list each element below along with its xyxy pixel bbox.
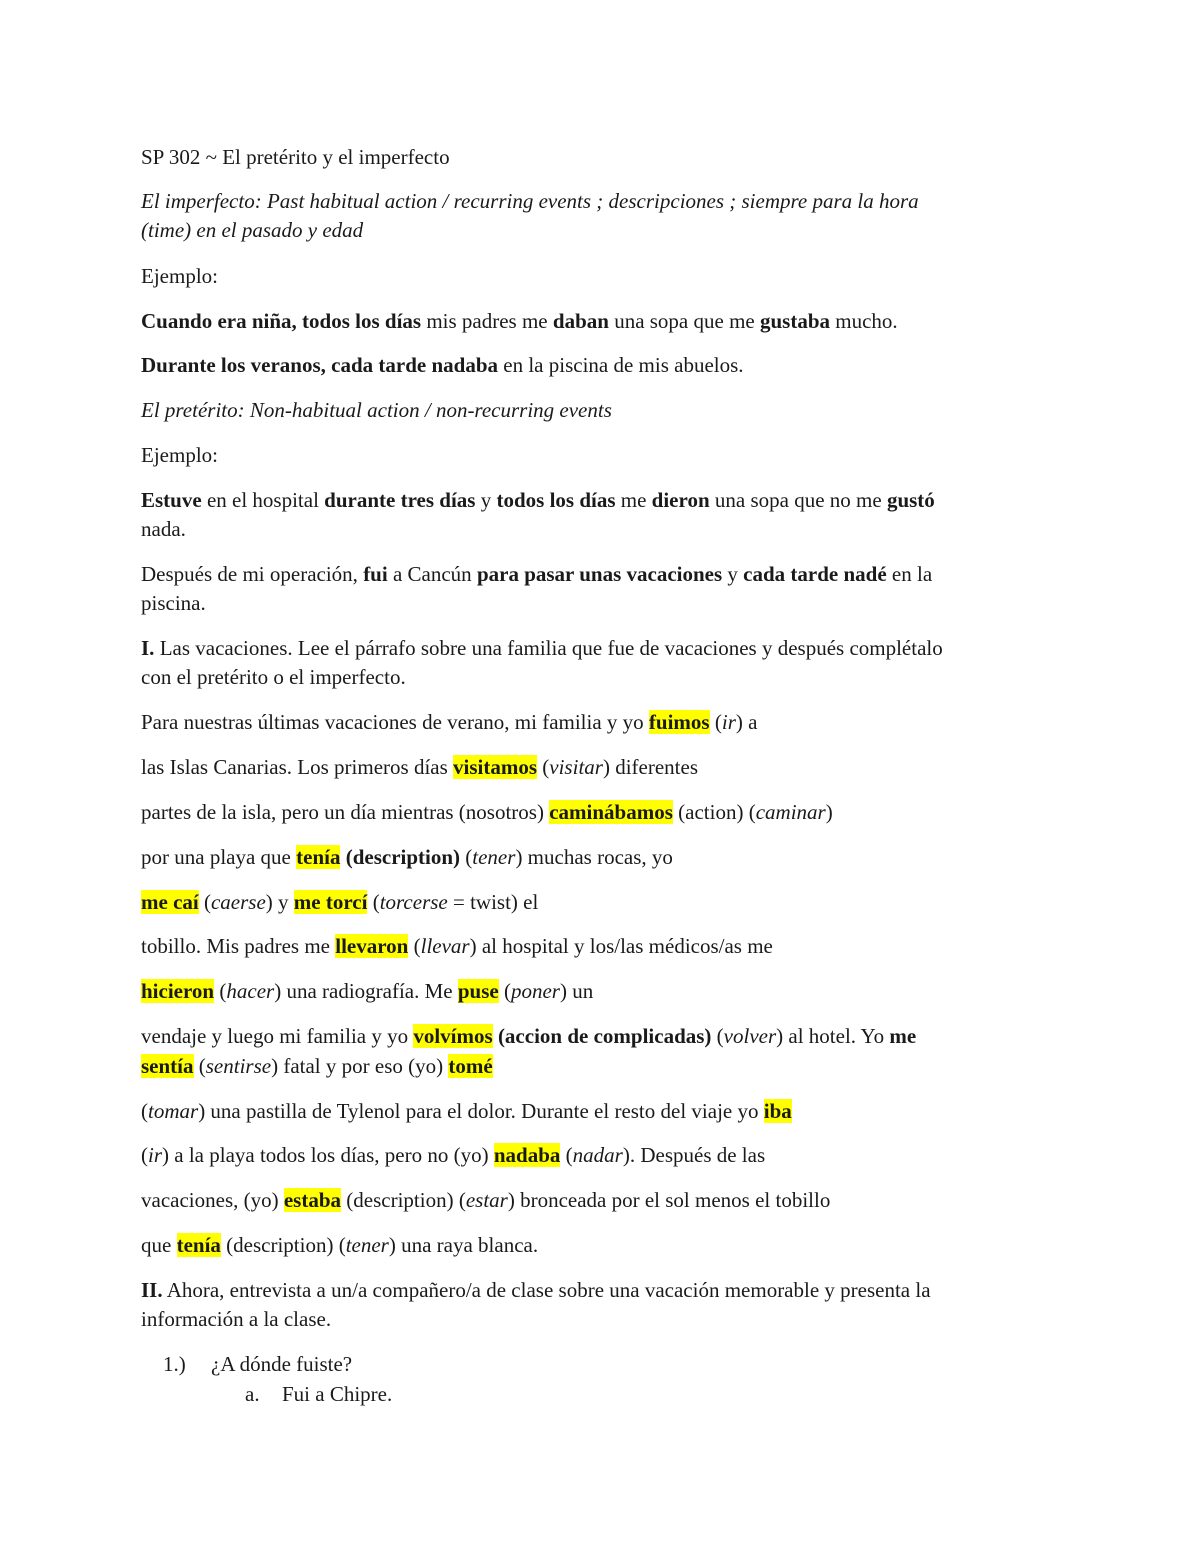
plain-text: ( xyxy=(460,845,473,869)
plain-text: una sopa que no me xyxy=(709,488,887,512)
paragraph-line-4 xyxy=(141,842,673,872)
plain-text: ). Después de las xyxy=(622,1143,766,1167)
bold-verb: dieron xyxy=(651,488,710,512)
paragraph-line-7 xyxy=(141,976,593,1006)
bold-phrase: durante tres días xyxy=(324,488,476,512)
paragraph-line-3 xyxy=(141,797,833,827)
bold-verb: daban xyxy=(552,309,609,333)
plain-text: por una playa que xyxy=(141,845,297,869)
infinitive: tener xyxy=(345,1233,389,1257)
plain-text: ) muchas rocas, yo xyxy=(515,845,673,869)
plain-text: ( xyxy=(141,1143,148,1167)
plain-text: y xyxy=(475,488,497,512)
infinitive: caerse xyxy=(210,890,266,914)
imperfecto-example-2 xyxy=(141,350,744,380)
plain-text: en la xyxy=(886,562,933,586)
plain-text: a Cancún xyxy=(387,562,477,586)
plain-text: ( xyxy=(408,934,421,958)
bold-word: me xyxy=(889,1024,917,1048)
highlighted-answer: visitamos xyxy=(453,755,538,779)
highlighted-answer: tomé xyxy=(448,1054,493,1078)
paragraph-line-13 xyxy=(141,1230,538,1260)
plain-text: ) bronceada por el sol menos el tobillo xyxy=(507,1188,831,1212)
bold-verb: fui xyxy=(363,562,388,586)
infinitive: visitar xyxy=(549,755,603,779)
section-2-heading-line-1 xyxy=(141,1275,931,1305)
infinitive: nadar xyxy=(572,1143,623,1167)
plain-text: ) xyxy=(825,800,833,824)
infinitive: tomar xyxy=(148,1099,199,1123)
preterito-example-1-line-2 xyxy=(141,514,186,544)
plain-text: vacaciones, (yo) xyxy=(141,1188,284,1212)
ejemplo-label-text: Ejemplo: xyxy=(141,443,218,467)
plain-text: en el hospital xyxy=(201,488,325,512)
imperfecto-definition-line-1 xyxy=(141,186,919,216)
answer-letter: a. xyxy=(245,1382,260,1406)
section-instructions: Ahora, entrevista a un/a compañero/a de clase sobre una vacación memorable y presenta la xyxy=(162,1278,931,1302)
paragraph-line-11 xyxy=(141,1140,765,1170)
section-1-heading-line-2 xyxy=(141,662,406,692)
infinitive: llevar xyxy=(420,934,470,958)
infinitive: sentirse xyxy=(205,1054,272,1078)
paragraph-line-8 xyxy=(141,1021,916,1051)
bold-verb: gustaba xyxy=(759,309,831,333)
section-instructions: información a la clase. xyxy=(141,1307,332,1331)
imperfecto-definition-text: (time) en el pasado y edad xyxy=(141,218,364,242)
plain-text: ) fatal y por eso (yo) xyxy=(271,1054,449,1078)
plain-text: piscina. xyxy=(141,591,206,615)
highlighted-answer: volvímos xyxy=(413,1024,493,1048)
plain-text: en la piscina de mis abuelos. xyxy=(498,353,744,377)
document-title xyxy=(141,142,450,172)
bold-note: (description) xyxy=(340,845,461,869)
plain-text: ( xyxy=(498,979,511,1003)
plain-text: ( xyxy=(711,1024,724,1048)
preterito-definition xyxy=(141,395,612,425)
plain-text: ( xyxy=(193,1054,206,1078)
paragraph-line-12 xyxy=(141,1185,830,1215)
highlighted-answer: llevaron xyxy=(335,934,409,958)
question-number: 1.) xyxy=(163,1352,186,1376)
plain-text: vendaje y luego mi familia y yo xyxy=(141,1024,414,1048)
plain-text: ( xyxy=(198,890,211,914)
plain-text: nada. xyxy=(141,517,186,541)
highlighted-answer: tenía xyxy=(296,845,341,869)
section-1-heading-line-1 xyxy=(141,633,943,663)
plain-text: ) al hotel. Yo xyxy=(776,1024,890,1048)
plain-text: (action) ( xyxy=(672,800,756,824)
imperfecto-definition-line-2 xyxy=(141,215,363,245)
highlighted-answer: estaba xyxy=(283,1188,342,1212)
plain-text: partes de la isla, pero un día mientras (nosotros) xyxy=(141,800,550,824)
section-instructions: Las vacaciones. Lee el párrafo sobre una familia que fue de vacaciones y después complétalo xyxy=(154,636,943,660)
paragraph-line-2 xyxy=(141,752,698,782)
plain-text: Después de mi operación, xyxy=(141,562,364,586)
plain-text: ) y xyxy=(265,890,294,914)
bold-phrase: cada tarde nadé xyxy=(743,562,887,586)
plain-text: tobillo. Mis padres me xyxy=(141,934,336,958)
plain-text: ) una raya blanca. xyxy=(388,1233,539,1257)
question-text: ¿A dónde fuiste? xyxy=(211,1352,353,1376)
infinitive: tener xyxy=(472,845,516,869)
plain-text: ( xyxy=(537,755,550,779)
plain-text: las Islas Canarias. Los primeros días xyxy=(141,755,454,779)
bold-phrase: todos los días xyxy=(496,488,616,512)
section-2-heading-line-2 xyxy=(141,1304,331,1334)
plain-text: ) al hospital y los/las médicos/as me xyxy=(469,934,773,958)
section-numeral: II. xyxy=(141,1278,163,1302)
infinitive: volver xyxy=(723,1024,777,1048)
plain-text: ) un xyxy=(559,979,594,1003)
paragraph-line-6 xyxy=(141,931,773,961)
ejemplo-label xyxy=(141,261,218,291)
plain-text: ) a xyxy=(735,710,758,734)
bold-note: (accion de complicadas) xyxy=(492,1024,712,1048)
infinitive: caminar xyxy=(755,800,826,824)
plain-text: ( xyxy=(141,1099,148,1123)
plain-text: ) a la playa todos los días, pero no (yo) xyxy=(162,1143,494,1167)
plain-text: ( xyxy=(560,1143,573,1167)
bold-phrase: Durante los veranos, cada tarde nadaba xyxy=(141,353,499,377)
highlighted-answer: tenía xyxy=(176,1233,221,1257)
highlighted-answer: nadaba xyxy=(493,1143,561,1167)
plain-text: ( xyxy=(367,890,380,914)
plain-text: ( xyxy=(709,710,722,734)
infinitive: ir xyxy=(148,1143,163,1167)
infinitive: hacer xyxy=(226,979,275,1003)
bold-phrase: para pasar unas vacaciones xyxy=(476,562,723,586)
plain-text: Para nuestras últimas vacaciones de verano, mi familia y yo xyxy=(141,710,649,734)
highlighted-answer: me torcí xyxy=(293,890,368,914)
paragraph-line-1 xyxy=(141,707,757,737)
plain-text: mucho. xyxy=(830,309,898,333)
highlighted-answer: sentía xyxy=(141,1054,194,1078)
section-instructions: con el pretérito o el imperfecto. xyxy=(141,665,406,689)
highlighted-answer: caminábamos xyxy=(549,800,673,824)
ejemplo-label-2 xyxy=(141,440,218,470)
plain-text: = twist) el xyxy=(447,890,539,914)
section-numeral: I. xyxy=(141,636,155,660)
preterito-definition-text: El pretérito: Non-habitual action / non-recurring events xyxy=(141,398,612,422)
infinitive: estar xyxy=(465,1188,508,1212)
bold-verb: gustó xyxy=(886,488,935,512)
plain-text: (description) ( xyxy=(220,1233,346,1257)
highlighted-answer: iba xyxy=(763,1099,792,1123)
paragraph-line-10 xyxy=(141,1096,792,1126)
preterito-example-2-line-1 xyxy=(141,559,932,589)
infinitive: poner xyxy=(510,979,560,1003)
plain-text: ) una radiografía. Me xyxy=(274,979,458,1003)
ejemplo-label-text: Ejemplo: xyxy=(141,264,218,288)
infinitive: torcerse xyxy=(379,890,448,914)
paragraph-line-9 xyxy=(141,1051,493,1081)
highlighted-answer: me caí xyxy=(141,890,199,914)
highlighted-answer: puse xyxy=(457,979,499,1003)
bold-verb: Estuve xyxy=(141,488,202,512)
plain-text: mis padres me xyxy=(421,309,553,333)
plain-text: ( xyxy=(214,979,227,1003)
preterito-example-1-line-1 xyxy=(141,485,935,515)
bold-phrase: Cuando era niña, todos los días xyxy=(141,309,422,333)
highlighted-answer: hicieron xyxy=(141,979,215,1003)
plain-text: ) diferentes xyxy=(602,755,698,779)
infinitive: ir xyxy=(721,710,736,734)
plain-text: me xyxy=(615,488,652,512)
imperfecto-example-1 xyxy=(141,306,898,336)
imperfecto-definition-text: El imperfecto: Past habitual action / recurring events ; descripciones ; siempre para la hora xyxy=(141,189,919,213)
plain-text: ) una pastilla de Tylenol para el dolor. Durante el resto del viaje yo xyxy=(198,1099,764,1123)
plain-text: una sopa que me xyxy=(608,309,760,333)
highlighted-answer: fuimos xyxy=(648,710,710,734)
paragraph-line-5 xyxy=(141,887,538,917)
plain-text: (description) ( xyxy=(341,1188,466,1212)
preterito-example-2-line-2 xyxy=(141,588,206,618)
plain-text: que xyxy=(141,1233,177,1257)
plain-text: y xyxy=(722,562,744,586)
title-text: SP 302 ~ El pretérito y el imperfecto xyxy=(141,145,450,169)
answer-text: Fui a Chipre. xyxy=(282,1382,393,1406)
